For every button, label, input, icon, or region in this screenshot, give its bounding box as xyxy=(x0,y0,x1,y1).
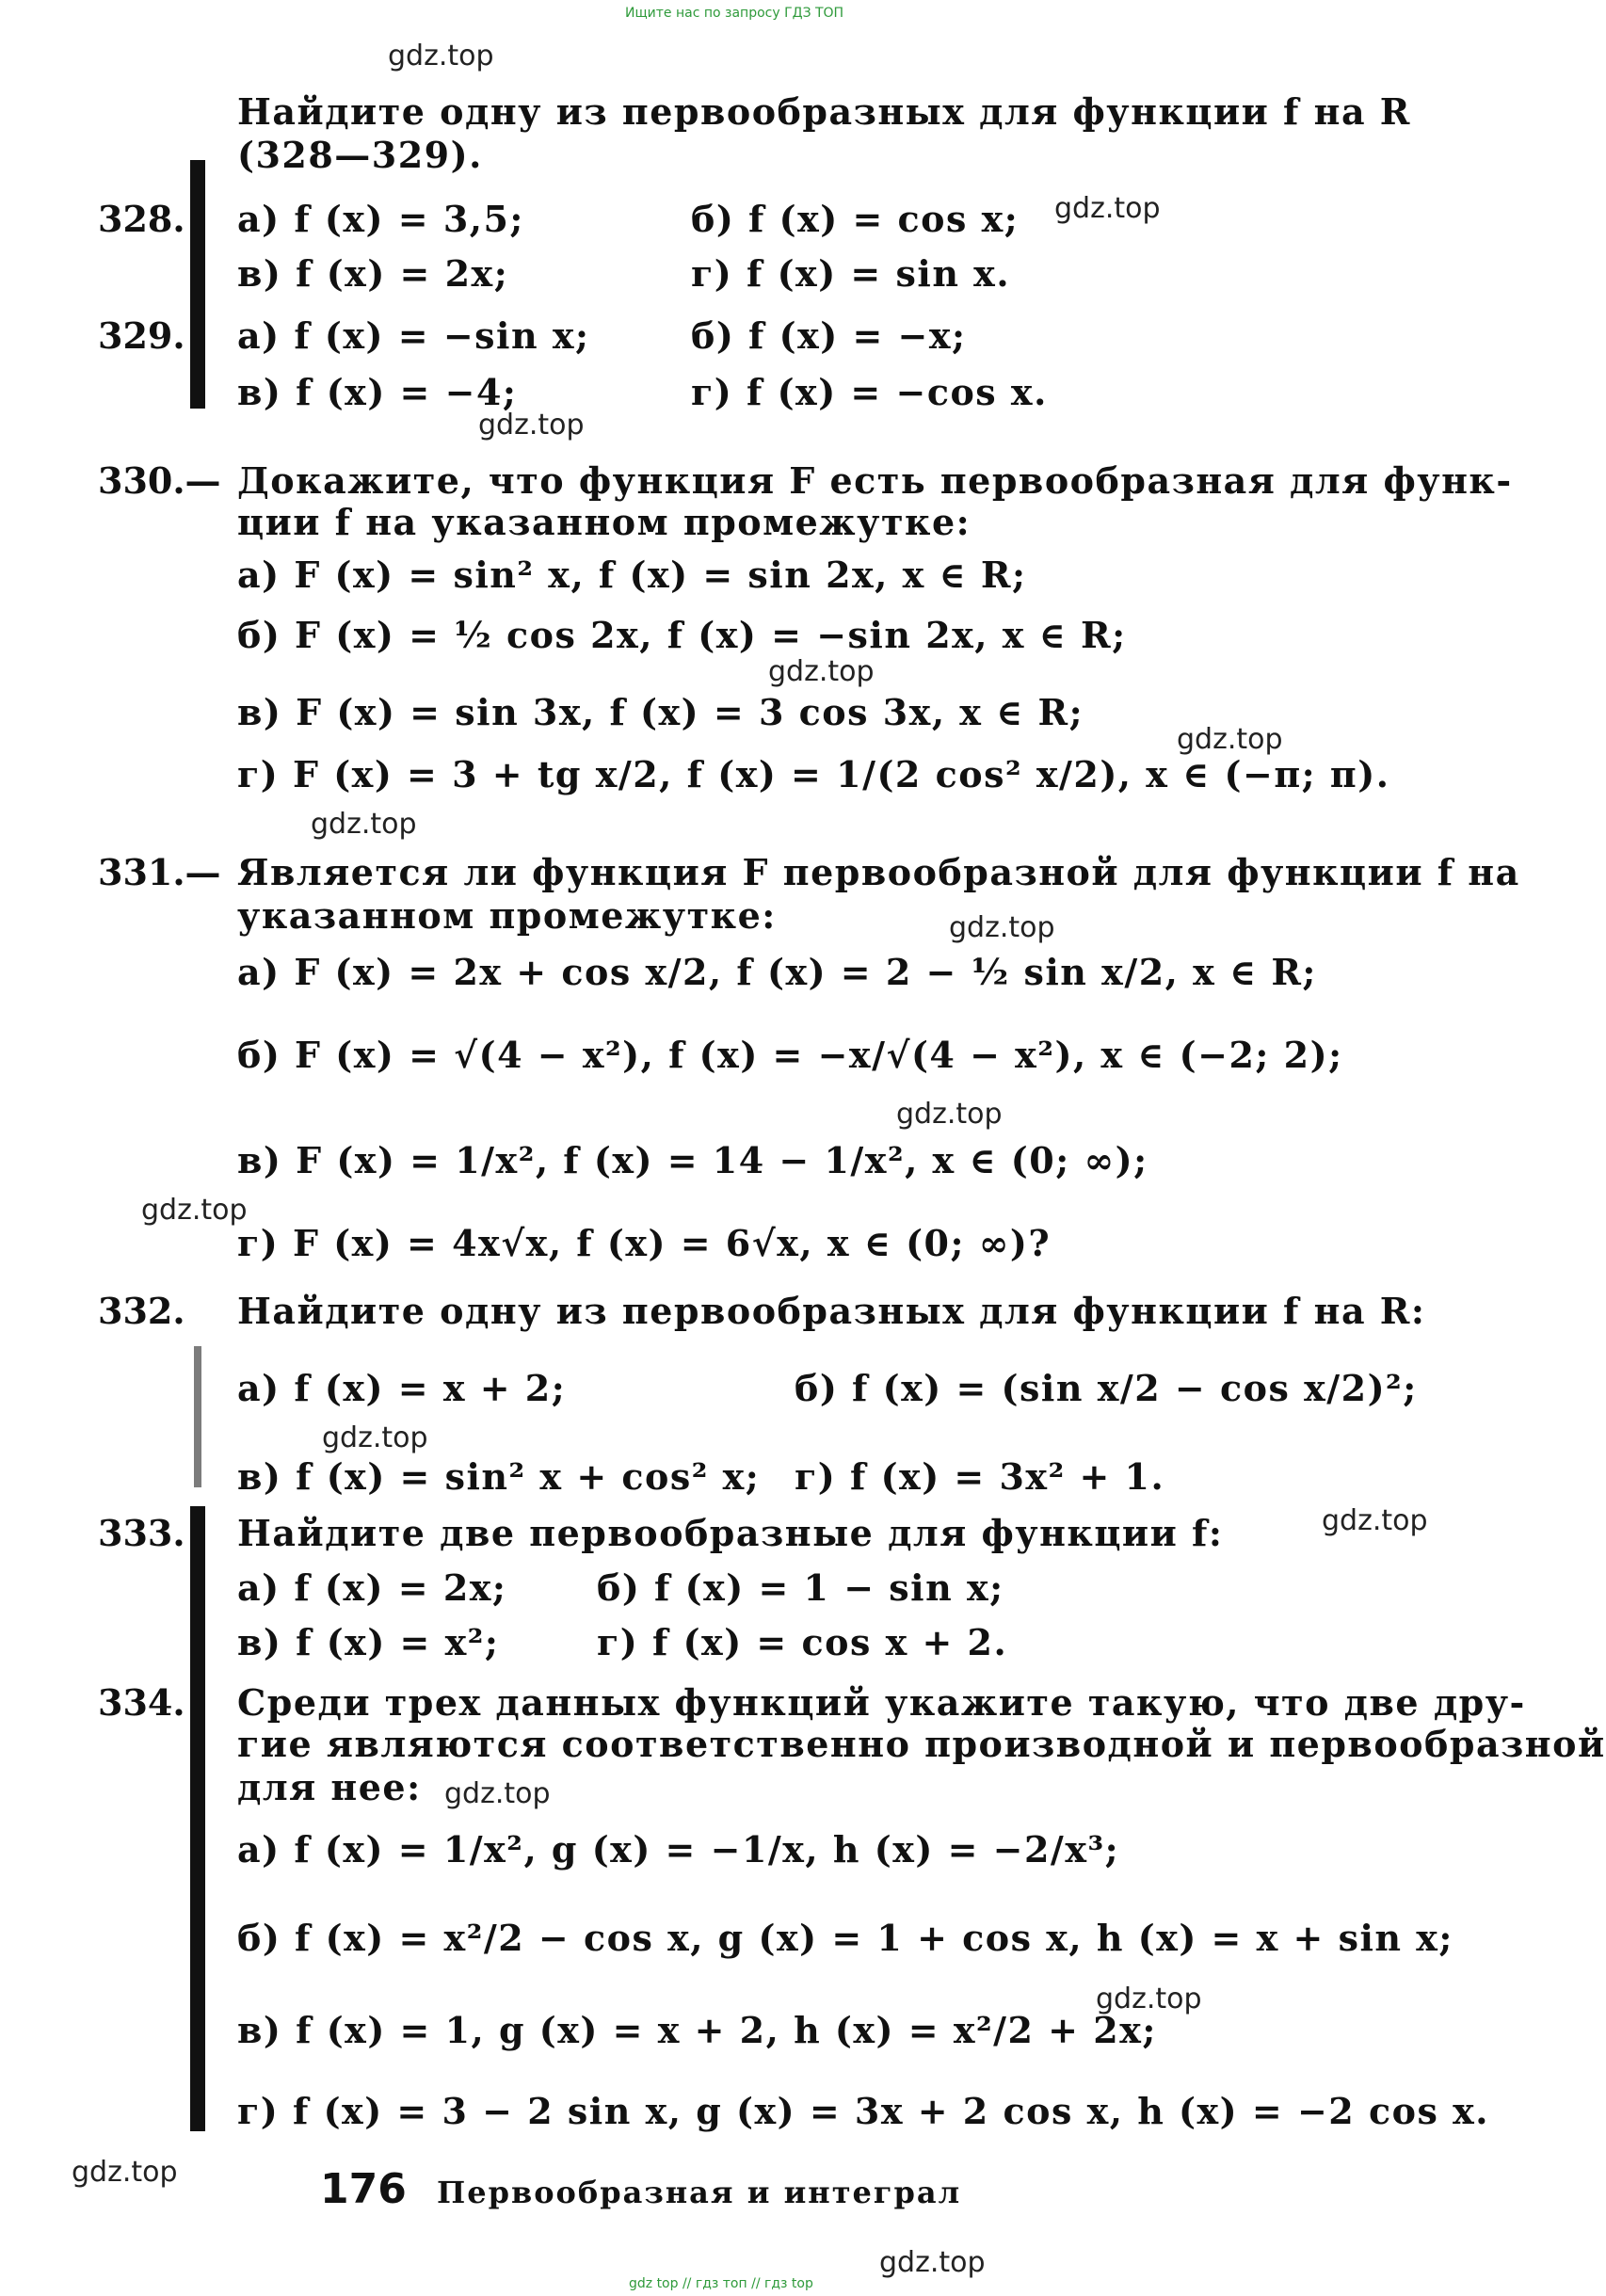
margin-bar xyxy=(190,160,205,409)
exercise-number: 333. xyxy=(98,1512,185,1554)
watermark: gdz.top xyxy=(896,1098,1003,1131)
ex333-b: б) f (x) = 1 − sin x; xyxy=(597,1566,1004,1609)
page-number: 176 xyxy=(320,2165,407,2213)
exercise-number: 330.— xyxy=(98,459,221,502)
footer-title: Первообразная и интеграл xyxy=(437,2175,962,2210)
ex334-a: а) f (x) = 1/x², g (x) = −1/x, h (x) = −2/x³; xyxy=(237,1828,1120,1871)
ex328-g: г) f (x) = sin x. xyxy=(691,252,1011,295)
ex334-line-1: Среди трех данных функций укажите такую, что две дру- xyxy=(237,1681,1526,1724)
exercise-number: 329. xyxy=(98,314,185,357)
ex331-a: а) F (x) = 2x + cos x/2, f (x) = 2 − ½ sin x/2, x ∈ R; xyxy=(237,951,1317,993)
ex332-a: а) f (x) = x + 2; xyxy=(237,1367,567,1409)
ex330-b: б) F (x) = ½ cos 2x, f (x) = −sin 2x, x ∈ R; xyxy=(237,614,1127,656)
ex331-line-2: указанном промежутке: xyxy=(237,894,777,937)
intro-line-2: (328—329). xyxy=(237,134,483,176)
margin-bar xyxy=(190,1506,205,2131)
bottom-note: gdz top // гдз топ // гдз top xyxy=(629,2276,813,2291)
ex328-a: а) f (x) = 3,5; xyxy=(237,198,524,240)
watermark: gdz.top xyxy=(1096,1983,1202,2015)
ex330-v: в) F (x) = sin 3x, f (x) = 3 cos 3x, x ∈ R; xyxy=(237,691,1084,733)
watermark: gdz.top xyxy=(879,2246,986,2279)
ex331-v: в) F (x) = 1/x², f (x) = 14 − 1/x², x ∈ (0; ∞); xyxy=(237,1139,1148,1181)
margin-bar xyxy=(194,1346,201,1487)
ex328-v: в) f (x) = 2x; xyxy=(237,252,509,295)
ex332-line-1: Найдите одну из первообразных для функции f на R: xyxy=(237,1290,1426,1332)
ex329-g: г) f (x) = −cos x. xyxy=(691,371,1048,413)
watermark: gdz.top xyxy=(949,911,1055,944)
ex329-b: б) f (x) = −x; xyxy=(691,314,967,357)
watermark: gdz.top xyxy=(322,1421,428,1454)
ex329-a: а) f (x) = −sin x; xyxy=(237,314,590,357)
ex333-v: в) f (x) = x²; xyxy=(237,1621,500,1663)
ex328-b: б) f (x) = cos x; xyxy=(691,198,1020,240)
ex333-g: г) f (x) = cos x + 2. xyxy=(597,1621,1008,1663)
watermark: gdz.top xyxy=(72,2156,178,2189)
watermark: gdz.top xyxy=(141,1194,248,1227)
ex334-v: в) f (x) = 1, g (x) = x + 2, h (x) = x²/2 + 2x; xyxy=(237,2009,1157,2051)
watermark: gdz.top xyxy=(1177,723,1283,756)
ex331-b: б) F (x) = √(4 − x²), f (x) = −x/√(4 − x²), x ∈ (−2; 2); xyxy=(237,1034,1343,1076)
ex334-line-2: гие являются соответственно производной и первообразной xyxy=(237,1723,1606,1765)
watermark: gdz.top xyxy=(1322,1504,1428,1537)
ex332-g: г) f (x) = 3x² + 1. xyxy=(795,1455,1165,1498)
watermark: gdz.top xyxy=(768,655,875,688)
intro-line-1: Найдите одну из первообразных для функции f на R xyxy=(237,90,1411,133)
ex329-v: в) f (x) = −4; xyxy=(237,371,518,413)
ex332-b: б) f (x) = (sin x/2 − cos x/2)²; xyxy=(795,1367,1418,1409)
ex334-line-3: для нее: xyxy=(237,1766,422,1808)
exercise-number: 332. xyxy=(98,1290,185,1332)
exercise-number: 328. xyxy=(98,198,185,240)
ex330-line-1: Докажите, что функция F есть первообразная для функ- xyxy=(237,459,1513,502)
watermark: gdz.top xyxy=(478,409,585,442)
ex330-a: а) F (x) = sin² x, f (x) = sin 2x, x ∈ R; xyxy=(237,554,1027,596)
ex332-v: в) f (x) = sin² x + cos² x; xyxy=(237,1455,761,1498)
ex334-g: г) f (x) = 3 − 2 sin x, g (x) = 3x + 2 cos x, h (x) = −2 cos x. xyxy=(237,2090,1489,2132)
exercise-number: 331.— xyxy=(98,851,221,893)
ex331-line-1: Является ли функция F первообразной для функции f на xyxy=(237,851,1520,893)
ex330-g: г) F (x) = 3 + tg x/2, f (x) = 1/(2 cos² x/2), x ∈ (−π; π). xyxy=(237,753,1390,795)
watermark: gdz.top xyxy=(388,40,494,72)
watermark: gdz.top xyxy=(444,1777,551,1810)
ex333-line-1: Найдите две первообразные для функции f: xyxy=(237,1512,1224,1554)
ex330-line-2: ции f на указанном промежутке: xyxy=(237,501,972,543)
top-search-note: Ищите нас по запросу ГДЗ ТОП xyxy=(625,6,844,21)
ex334-b: б) f (x) = x²/2 − cos x, g (x) = 1 + cos x, h (x) = x + sin x; xyxy=(237,1917,1453,1959)
ex333-a: а) f (x) = 2x; xyxy=(237,1566,507,1609)
exercise-number: 334. xyxy=(98,1681,185,1724)
ex331-g: г) F (x) = 4x√x, f (x) = 6√x, x ∈ (0; ∞)? xyxy=(237,1222,1052,1264)
watermark: gdz.top xyxy=(311,808,417,841)
watermark: gdz.top xyxy=(1054,192,1161,225)
